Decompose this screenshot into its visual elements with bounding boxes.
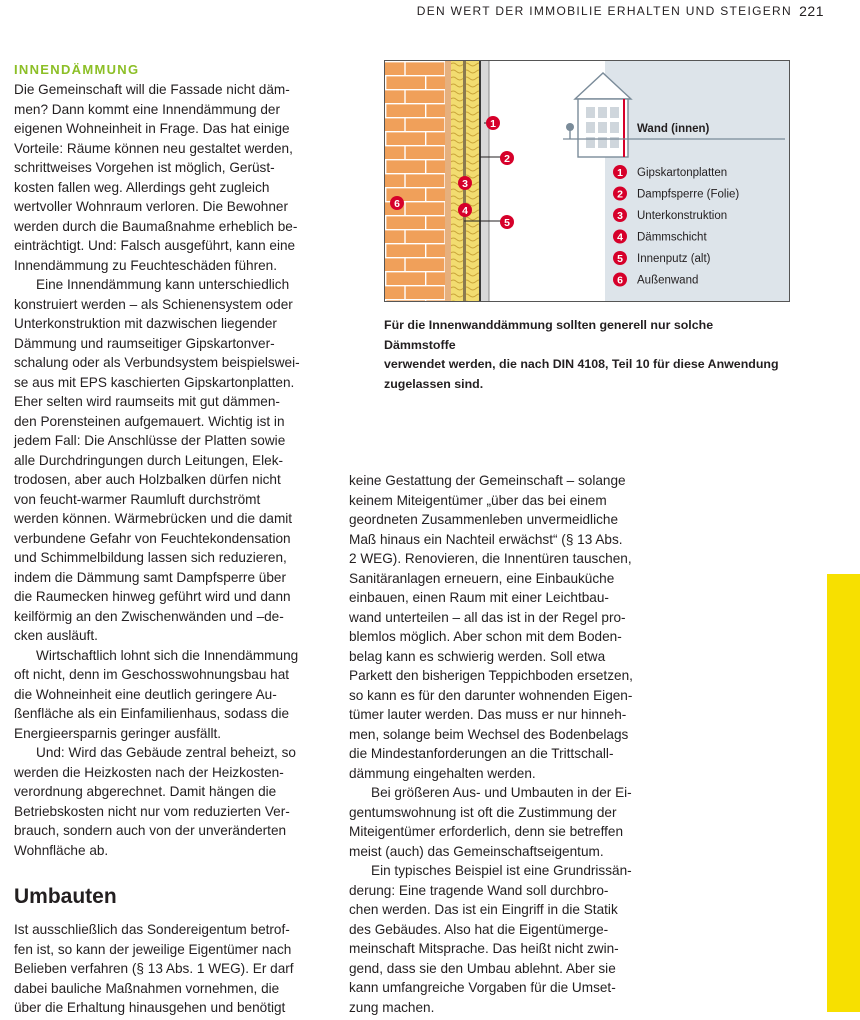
text-line: gentumswohnung ist oft die Zustimmung der <box>349 804 617 820</box>
svg-text:2: 2 <box>504 153 510 165</box>
text-line: men, solange beim Wechsel des Bodenbelags <box>349 726 629 742</box>
text-line: keilförmig an den Zwischenwänden und –de- <box>14 608 284 624</box>
drywall-layer <box>481 61 489 301</box>
text-line: Dämmung und raumseitiger Gipskartonver- <box>14 335 275 351</box>
section-heading: Umbauten <box>14 885 117 908</box>
text-line: eigenen Wohneinheit in Frage. Das hat einige <box>14 121 290 136</box>
text-line: werden die Heizkosten nach der Heizkosten- <box>14 764 284 780</box>
text-line: chen werden. Das ist ein Eingriff in die Statik <box>349 902 618 917</box>
paragraph <box>349 471 663 783</box>
text-line: die Wohneinheit eine deutlich geringere Au- <box>14 686 277 702</box>
text-line: den Porensteinen aufgemauert. Wichtig ist in <box>14 413 285 429</box>
text-line: geordneten Zusammenleben unvermeidliche <box>349 512 619 527</box>
text-line: se aus mit EPS kaschierten Gipskartonplatten. <box>14 374 295 390</box>
marker-6 <box>613 273 627 287</box>
marker-5 <box>613 251 627 265</box>
text-line: Bei größeren Aus- und Umbauten in der Ei- <box>371 785 632 800</box>
text-line: und Schimmelbildung lassen sich reduzieren, <box>14 550 287 565</box>
text-line: werden durch die Baumaßnahme erheblich be- <box>14 218 298 234</box>
old-plaster-layer <box>445 61 451 301</box>
chapter-tab <box>827 574 860 1012</box>
text-line: Miteigentümer erforderlich, denn sie betreffen <box>349 824 624 839</box>
text-line: blemlos möglich. Aber schon mit dem Boden- <box>349 629 622 644</box>
text-line: trodosen, aber auch Holzbalken dürfen nicht <box>14 472 281 487</box>
text-line: Betriebskosten nicht nur vom reduzierten Ver- <box>14 803 290 819</box>
text-line: die Raumecken hinweg geführt wird und dann <box>14 589 291 604</box>
marker-6 <box>390 196 404 210</box>
figure-caption <box>384 316 784 394</box>
text-line: brauch, sondern auch von der unveränderten <box>14 823 287 838</box>
text-line: Parkett den bisherigen Teppichboden ersetzen, <box>349 668 633 683</box>
text-line: wand unterteilen – all das ist in der Regel pro- <box>349 609 626 625</box>
marker-2 <box>613 187 627 201</box>
text-line: verordnung abgerechnet. Damit hängen die <box>14 784 277 799</box>
paragraph <box>349 861 663 1017</box>
text-line: kosten fallen weg. Allerdings geht zugleich <box>14 179 270 195</box>
text-line: Energieersparnis geringer ausfällt. <box>14 725 222 741</box>
text-line: verwendet werden, die nach DIN 4108, Teil 10 für diese Anwendung <box>384 357 779 371</box>
text-line: derung: Eine tragende Wand soll durchbro- <box>349 882 609 898</box>
text-line: gend, dass sie den Umbau ablehnt. Aber sie <box>349 960 616 976</box>
text-line: Ein typisches Beispiel ist eine Grundrissän- <box>371 863 632 878</box>
text-line: Wirtschaftlich lohnt sich die Innendämmung <box>36 647 299 663</box>
text-line: so kann es für den darunter wohnenden Eigen- <box>349 687 633 703</box>
svg-text:5: 5 <box>504 217 510 229</box>
marker-5 <box>500 215 514 229</box>
paragraph <box>14 80 328 275</box>
text-line: Wohnfläche ab. <box>14 842 109 858</box>
svg-text:3: 3 <box>462 178 468 190</box>
text-line: tümer lauter werden. Das muss er nur hinneh- <box>349 707 627 722</box>
text-line: Eine Innendämmung kann unterschiedlich <box>36 277 290 292</box>
text-line: kann umfangreiche Vorgaben für die Umset- <box>349 980 616 995</box>
page-number: 221 <box>799 3 824 19</box>
paragraph <box>14 646 328 744</box>
text-line: Maß hinaus ein Nachteil erwächst“ (§ 13 Abs. <box>349 531 623 547</box>
svg-text:5: 5 <box>617 253 623 265</box>
text-line: alle Durchdringungen durch Leitungen, Elek- <box>14 452 284 468</box>
text-line: Sanitäranlagen erneuern, eine Einbauküche <box>349 570 615 586</box>
paragraph <box>349 783 663 861</box>
paragraph <box>14 920 328 1018</box>
text-line: Belieben verfahren (§ 13 Abs. 1 WEG). Er darf <box>14 961 294 976</box>
inset-label: Wand (innen) <box>637 123 710 135</box>
text-column-right <box>349 471 663 1017</box>
text-line: indem die Dämmung samt Dampfsperre über <box>14 569 286 585</box>
marker-2 <box>500 151 514 165</box>
text-line: Vorteile: Räume können neu gestaltet werden, <box>14 140 293 156</box>
wall-section-figure <box>384 60 790 302</box>
text-line: fen ist, so kann der jeweilige Eigentümer nach <box>14 941 292 957</box>
text-line: meist (auch) das Gemeinschaftseigentum. <box>349 843 604 859</box>
vapor-barrier-layer <box>479 61 481 301</box>
text-line: dämmung eingehalten werden. <box>349 765 536 781</box>
text-line: zung machen. <box>349 999 435 1015</box>
text-line: ßenfläche als ein Einfamilienhaus, sodass die <box>14 706 290 721</box>
text-line: Innendämmung zu Feuchteschäden führen. <box>14 257 277 273</box>
marker-3 <box>613 208 627 222</box>
section-kicker: INNENDÄMMUNG <box>14 62 140 77</box>
text-line: Und: Wird das Gebäude zentral beheizt, so <box>36 745 296 760</box>
text-line: 2 WEG). Renovieren, die Innentüren tauschen, <box>349 551 632 566</box>
marker-4 <box>613 230 627 244</box>
text-line: meinschaft Mitsprache. Das heißt nicht zwin- <box>349 941 619 956</box>
text-line: Die Gemeinschaft will die Fassade nicht däm- <box>14 82 290 97</box>
marker-4 <box>458 203 472 217</box>
svg-text:2: 2 <box>617 188 623 201</box>
marker-3 <box>458 176 472 190</box>
svg-text:1: 1 <box>617 167 623 179</box>
legend-label: Gipskartonplatten <box>637 167 728 179</box>
running-title: DEN WERT DER IMMOBILIE ERHALTEN UND STEIGERN <box>416 4 792 18</box>
marker-1 <box>486 116 500 130</box>
wall-diagram <box>385 61 789 301</box>
text-line: oft nicht, denn im Geschosswohnungsbau hat <box>14 667 290 682</box>
text-line: zugelassen sind. <box>384 376 484 391</box>
legend-label: Dampfsperre (Folie) <box>637 188 740 201</box>
text-line: dabei bauliche Maßnahmen vornehmen, die <box>14 980 280 996</box>
text-line: keine Gestattung der Gemeinschaft – solange <box>349 473 626 488</box>
text-line: Für die Innenwanddämmung sollten generell nur solche Dämmstoffe <box>384 318 714 352</box>
text-line: belag kann es schwierig werden. Soll etwa <box>349 648 606 664</box>
exterior-wall-layer <box>385 61 445 301</box>
text-line: cken ausläuft. <box>14 628 98 643</box>
text-line: keinem Miteigentümer „über das bei einem <box>349 492 607 508</box>
text-line: werden können. Wärmebrücken und die damit <box>14 511 293 526</box>
svg-text:6: 6 <box>394 198 400 210</box>
svg-text:3: 3 <box>617 210 623 222</box>
text-line: verbundene Gefahr von Feuchtekondensation <box>14 530 291 546</box>
legend-label: Außenwand <box>637 274 699 287</box>
text-line: wertvoller Wohnraum verloren. Die Bewohner <box>14 199 289 214</box>
text-line: über die Erhaltung hinausgehen und benötigt <box>14 1000 286 1015</box>
text-line: schalung oder als Verbundsystem beispielswei- <box>14 355 300 370</box>
text-line: konstruiert werden – als Schienensystem oder <box>14 296 293 312</box>
text-line: jedem Fall: Die Anschlüsse der Platten sowie <box>14 433 286 448</box>
svg-text:4: 4 <box>462 205 468 217</box>
text-line: Eher selten wird raumseits mit gut dämmen- <box>14 394 280 409</box>
text-line: einbauen, einen Raum mit einer Leichtbau- <box>349 590 609 605</box>
svg-text:6: 6 <box>617 274 623 287</box>
inset-panel <box>605 61 789 301</box>
text-line: des Gebäudes. Also hat die Eigentümerge- <box>349 921 609 937</box>
svg-text:4: 4 <box>617 231 623 244</box>
paragraph <box>14 275 328 646</box>
text-line: schrittweises Vorgehen ist möglich, Gerüst- <box>14 160 275 175</box>
text-line: die Mindestanforderungen an die Trittschall- <box>349 746 614 761</box>
text-line: von feucht-warmer Raumluft durchströmt <box>14 491 261 507</box>
svg-text:1: 1 <box>490 118 496 130</box>
text-line: einträchtigt. Und: Falsch ausgeführt, kann eine <box>14 238 296 253</box>
text-line: men? Dann kommt eine Innendämmung der <box>14 101 280 117</box>
marker-1 <box>613 165 627 179</box>
legend-label: Dämmschicht <box>637 231 707 244</box>
legend-label: Innenputz (alt) <box>637 253 711 265</box>
text-line: Unterkonstruktion mit dazwischen liegender <box>14 316 277 331</box>
text-line: Ist ausschließlich das Sondereigentum betrof- <box>14 922 290 937</box>
legend-label: Unterkonstruktion <box>637 210 728 222</box>
text-column-left <box>14 60 328 1018</box>
paragraph <box>14 743 328 860</box>
